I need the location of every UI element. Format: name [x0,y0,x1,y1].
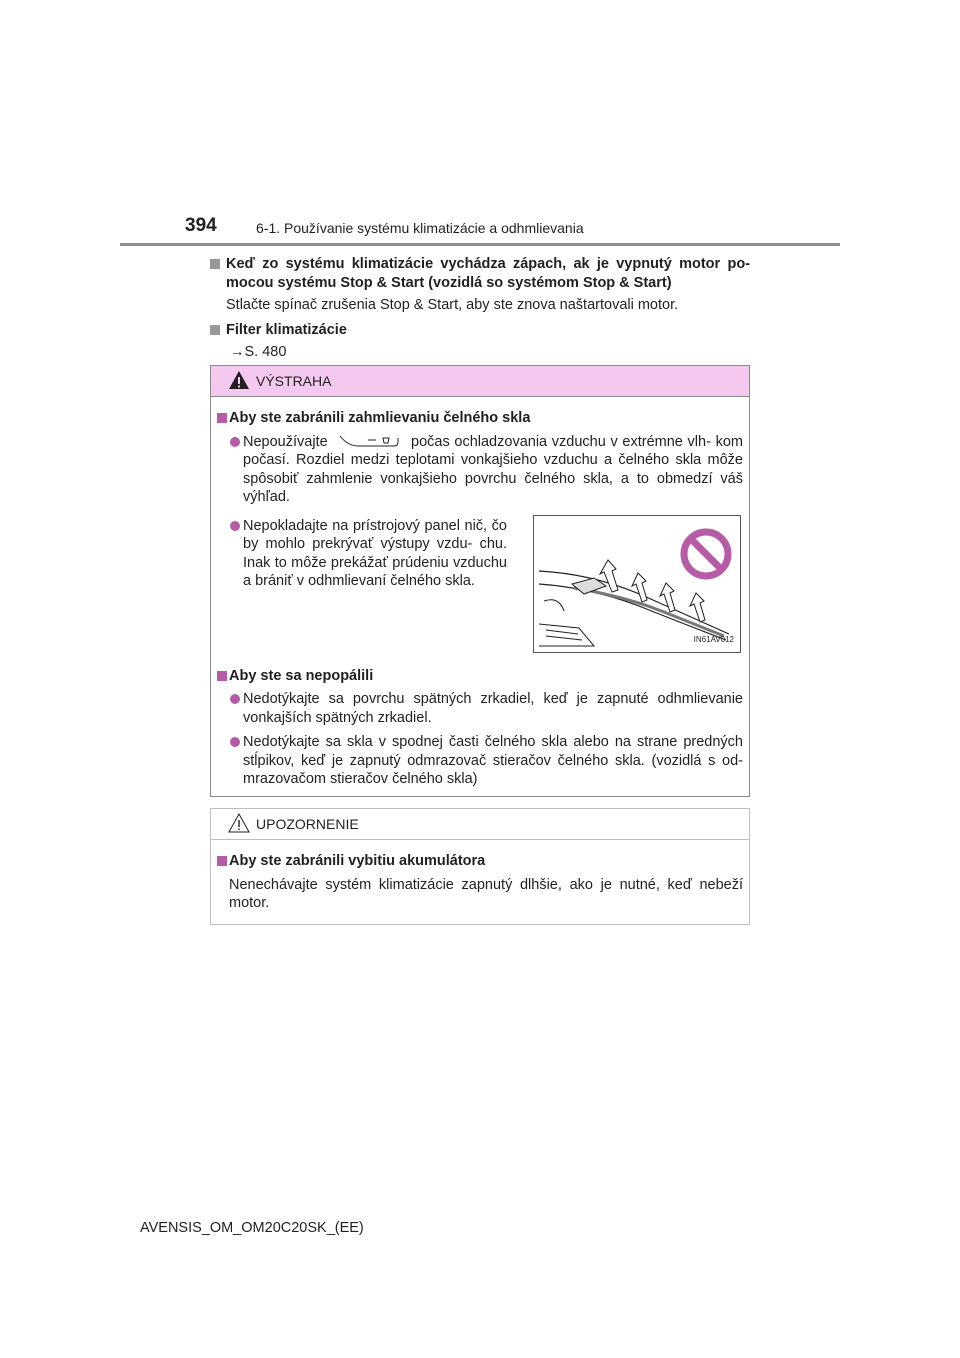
square-bullet-icon [210,259,220,269]
odor-heading [210,255,750,293]
notice-box [210,808,750,925]
fogging-bullet-1-end: počas ochladzovania vzduchu v extrémne vlh- kom počasí. Rozdiel medzi teplotami vonkajšieho vzduchu a čelného skla môže spôsobiť zahmlenie vonkajšieho povrchu čelného skla, a to obmedzí váš výhľad. [243,433,743,505]
square-bullet-icon [217,671,227,681]
round-bullet-icon [230,737,240,747]
burns-heading-text: Aby ste sa nepopálili [229,667,374,684]
filter-page-ref: →S. 480 [230,344,287,360]
battery-text: Nenechávajte systém klimatizácie zapnutý dlhšie, ako je nutné, keď nebeží motor. [229,876,743,911]
filter-block [210,321,750,362]
warning-title: VÝSTRAHA [256,373,332,389]
burns-bullet-1-text: Nedotýkajte sa povrchu spätných zrkadiel, keď je zapnuté odhmlievanie vonkajších spätných zrkadiel. [243,691,743,726]
warning-triangle-icon [228,370,250,390]
caution-triangle-icon [228,813,250,833]
warning-header [211,366,749,397]
fogging-bullet-1-start: Nepoužívajte [243,433,328,450]
burns-heading [217,667,743,686]
fogging-bullet-1 [217,433,743,507]
section-title: 6-1. Používanie systému klimatizácie a odhmlievania [256,220,584,236]
footer-code: AVENSIS_OM_OM20C20SK_(EE) [140,1220,364,1236]
warning-body [211,397,749,789]
notice-body [211,840,749,913]
odor-text: Stlačte spínač zrušenia Stop & Start, aby ste znova naštartovali motor. [226,297,679,313]
fogging-bullet-2-text: Nepokladajte na prístrojový panel nič, čo by mohlo prekrývať výstupy vzdu- chu. Inak to môže prekážať prúdeniu vzduchu a brániť v odhmlievaní čelného skla. [243,517,507,589]
battery-heading [217,852,743,871]
odor-block [210,255,750,315]
figure-label: IN61AV012 [693,635,734,644]
round-bullet-icon [230,437,240,447]
page-number: 394 [185,215,217,236]
fogging-bullet-2 [217,517,507,591]
notice-header [211,809,749,840]
burns-bullet-2-text: Nedotýkajte sa skla v spodnej časti čelného skla alebo na strane predných stĺpikov, keď je zapnutý odmrazovač stieračov čelného skla. (vozidlá s od- mrazovačom stieračov čelného skla) [243,734,743,787]
intro-content [210,255,750,368]
filter-heading [210,321,750,340]
fogging-heading-text: Aby ste zabránili zahmlievaniu čelného skla [229,410,531,426]
odor-heading-text: Keď zo systému klimatizácie vychádza zápach, ak je vypnutý motor po- mocou systému Stop & Start (vozidlá so systémom Stop & Start) [226,256,750,291]
fogging-heading [217,409,743,428]
square-bullet-icon [210,325,220,335]
header-divider [120,243,840,246]
dashboard-figure-row [217,517,743,667]
square-bullet-icon [217,413,227,423]
round-bullet-icon [230,521,240,531]
square-bullet-icon [217,856,227,866]
round-bullet-icon [230,694,240,704]
windshield-defogger-switch-icon [338,434,400,448]
battery-heading-text: Aby ste zabránili vybitiu akumulátora [229,853,486,869]
filter-heading-text: Filter klimatizácie [226,322,347,338]
warning-box [210,365,750,797]
notice-title: UPOZORNENIE [256,816,359,832]
page-header [0,0,960,250]
dashboard-illustration [533,515,741,653]
burns-bullet-1 [217,690,743,727]
burns-bullet-2 [217,733,743,789]
